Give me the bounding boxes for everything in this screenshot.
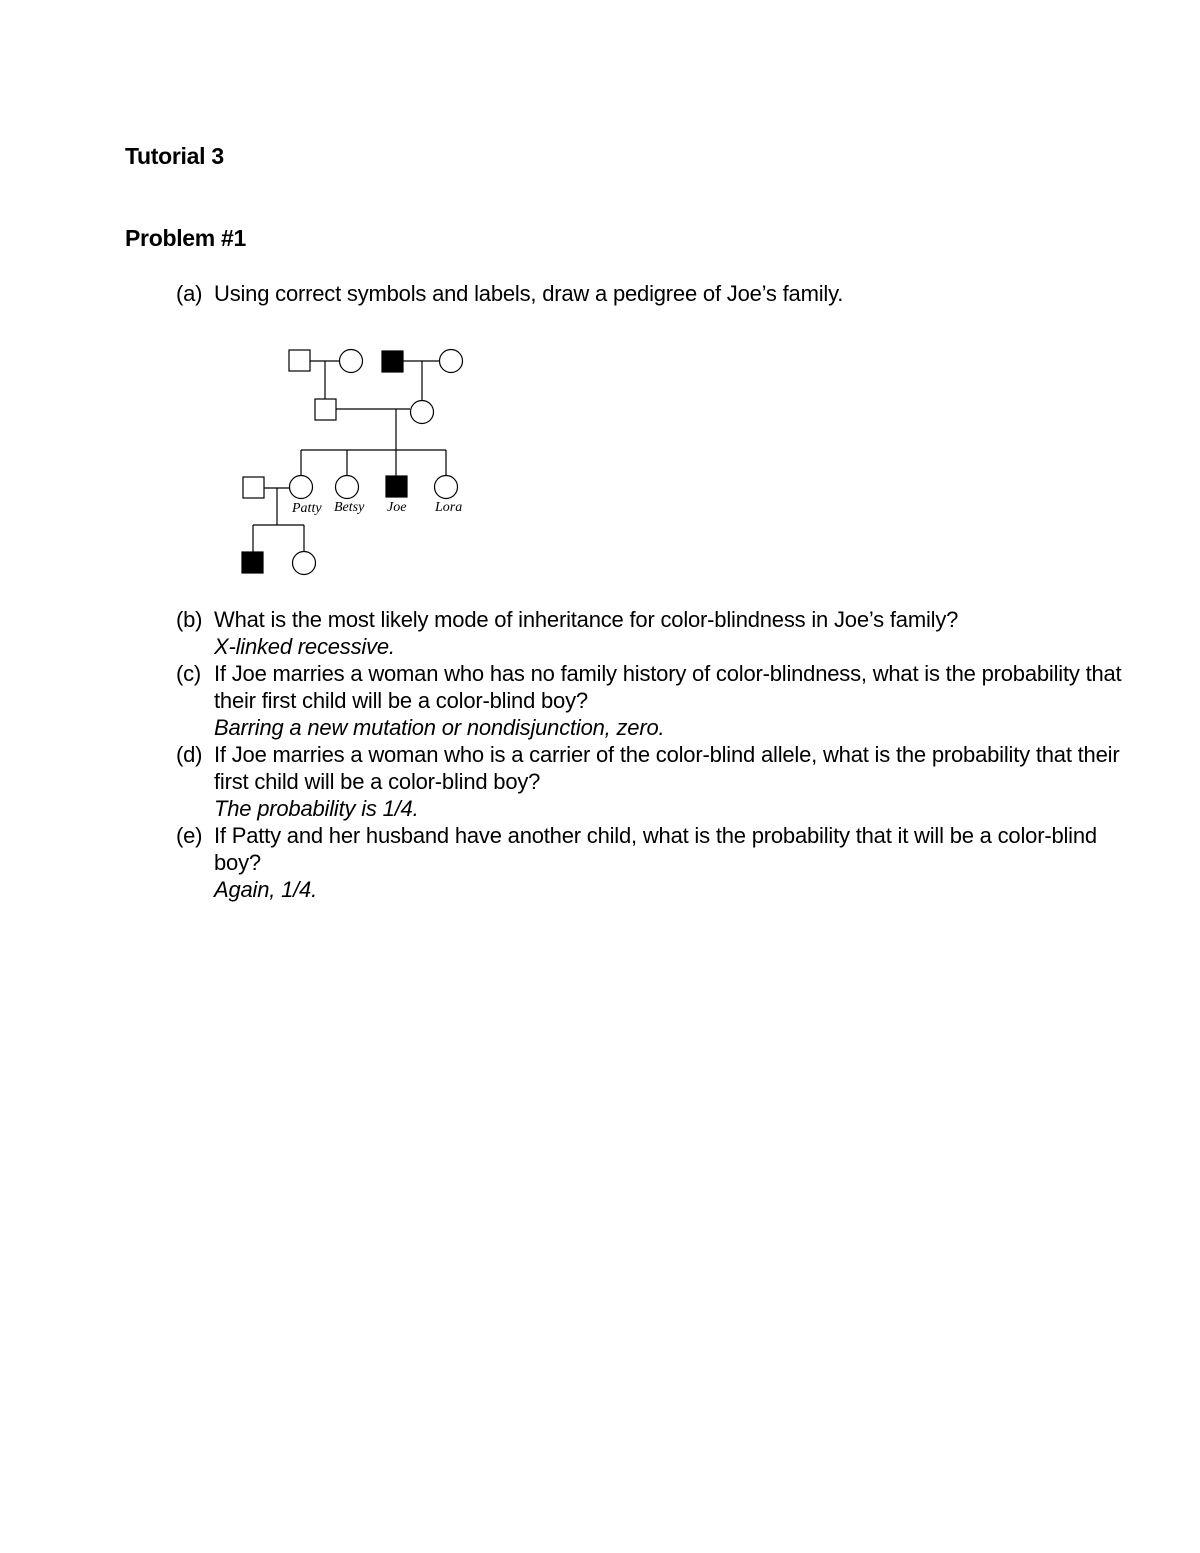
female-betsy [336,476,359,499]
question-list [176,606,1146,903]
question-label: (d) [176,742,203,767]
male-joe-affected [386,476,407,497]
question-label: (c) [176,661,202,686]
label-joe: Joe [387,500,407,515]
question-c [176,660,1146,741]
question-d [176,741,1146,822]
male-gen4-affected [242,552,263,573]
male-gen3-patty-husband [243,477,264,498]
male-gen1-right-affected [382,351,403,372]
question-a [176,280,1200,307]
answer-text: X-linked recessive. [214,634,395,659]
answer-text: Barring a new mutation or nondisjunction, zero. [214,715,665,740]
female-patty [290,476,313,499]
problem-heading: Problem #1 [125,225,246,251]
question-e [176,822,1146,903]
question-b [176,606,1146,660]
pedigree-diagram [230,340,490,585]
question-a-text: Using correct symbols and labels, draw a pedigree of Joe’s family. [214,281,844,306]
question-text: If Joe marries a woman who is a carrier of the color-blind allele, what is the probability that their first child will be a color-blind boy? [214,742,1120,794]
question-label: (e) [176,823,203,848]
question-a-label: (a) [176,281,203,306]
female-gen1-right-unaffected [440,350,463,373]
female-gen1-left-unaffected [340,350,363,373]
label-betsy: Betsy [334,500,365,515]
male-gen1-left-unaffected [289,350,310,371]
pedigree-lines [253,361,446,552]
question-text: What is the most likely mode of inheritance for color-blindness in Joe’s family? [214,607,959,632]
label-lora: Lora [435,500,463,515]
female-gen2-mother [411,401,434,424]
label-patty: Patty [292,501,322,516]
question-text: If Joe marries a woman who has no family history of color-blindness, what is the probability that their first child will be a color-blind boy? [214,661,1122,713]
female-lora [435,476,458,499]
question-text: If Patty and her husband have another child, what is the probability that it will be a color-blind boy? [214,823,1097,875]
answer-text: The probability is 1/4. [214,796,419,821]
male-gen2-father [315,399,336,420]
female-gen4-unaffected [293,552,316,575]
answer-text: Again, 1/4. [214,877,317,902]
page-title: Tutorial 3 [125,143,224,169]
question-label: (b) [176,607,203,632]
